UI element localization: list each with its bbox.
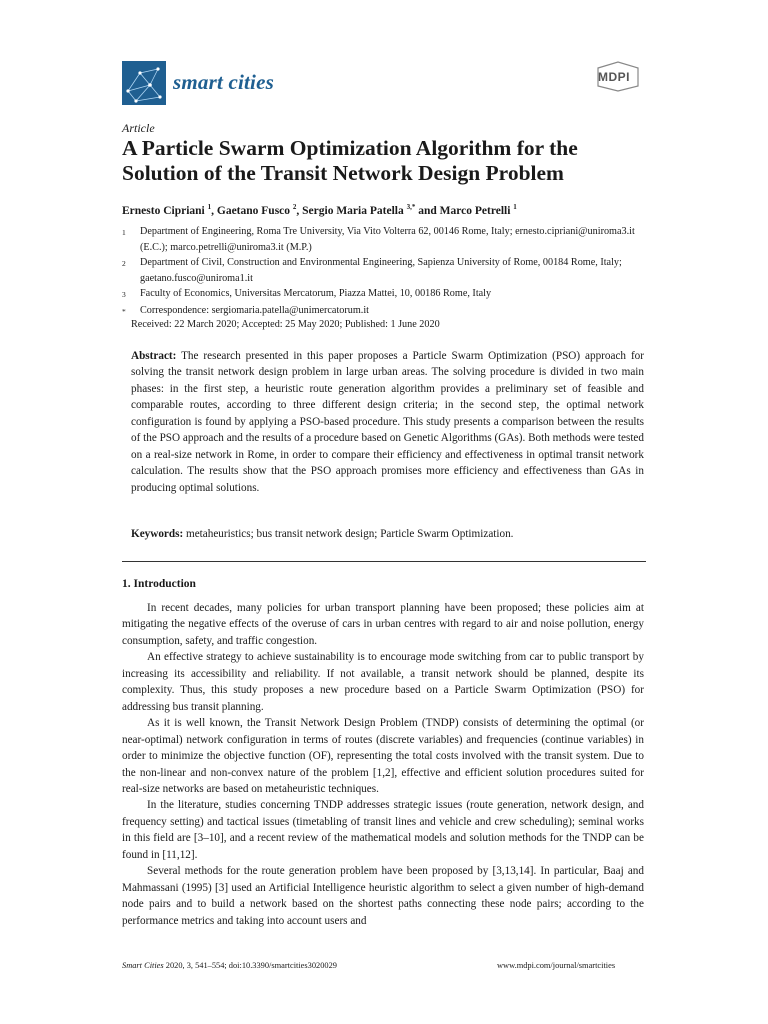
footer-citation (122, 961, 337, 970)
body-paragraph: Several methods for the route generation problem have been proposed by [3,13,14]. In particular, Baaj and Mahmassani (1995) [3] used an Artificial Intelligence heuristic algorithm to select a given number of high-demand node pairs and to build a network based on the shortest paths connecting these node pairs; according to the performance metrics and taking into account users and (122, 865, 644, 927)
author-affil-mark: 3,* (406, 203, 416, 211)
keywords-label: Keywords: (131, 528, 184, 540)
affiliation-item (122, 224, 642, 255)
affiliation-item (122, 303, 642, 320)
author-list (122, 203, 517, 217)
section-divider (122, 561, 646, 562)
footer-url: www.mdpi.com/journal/smartcities (497, 961, 616, 970)
affiliation-item (122, 286, 642, 303)
affiliation-text: Department of Civil, Construction and Environmental Engineering, Sapienza University of Rome, 00184 Rome, Italy; gaetano.fusco@uniroma1.it (140, 257, 622, 284)
affiliation-mark: * (122, 306, 126, 316)
affiliation-mark: 3 (122, 290, 126, 300)
affiliation-item (122, 255, 642, 286)
body-paragraph: In recent decades, many policies for urban transport planning have been proposed; these policies aim at mitigating the negative effects of the overuse of cars in urban centres with regard to air and noise pollution, energy consumption, safety, and traffic congestion. (122, 602, 644, 647)
affiliation-mark: 1 (122, 228, 126, 237)
author-separator: and (415, 204, 440, 217)
author-name: Sergio Maria Patella (302, 204, 404, 217)
author-affil-mark: 1 (207, 203, 212, 211)
author-name: Gaetano Fusco (216, 204, 291, 217)
keywords-text: metaheuristics; bus transit network design; Particle Swarm Optimization. (186, 528, 514, 540)
author-separator: , (211, 204, 217, 217)
affiliation-mark: 2 (122, 259, 126, 269)
keywords (131, 528, 644, 540)
affiliation-text: Correspondence: sergiomaria.patella@unimercatorum.it (140, 304, 369, 316)
article-type: Article (122, 121, 155, 135)
author-affil-mark: 1 (513, 203, 517, 211)
author-name: Marco Petrelli (439, 204, 511, 217)
author-affil-mark: 2 (292, 203, 297, 211)
publisher-name: MDPI (598, 70, 630, 84)
paper-title: A Particle Swarm Optimization Algorithm for the Solution of the Transit Network Design Problem (122, 136, 578, 185)
footer-citation-text: 2020, 3, 541–554; doi:10.3390/smartcities3020029 (163, 961, 337, 970)
author-name: Ernesto Cipriani (122, 204, 205, 217)
section-heading: 1. Introduction (122, 578, 196, 590)
affiliation-list (122, 224, 642, 320)
body-paragraph: An effective strategy to achieve sustainability is to encourage mode switching from car to public transport by increasing its accessibility and reliability. If not available, a transit network should be planned, despite its complexity. Thus, this study proposes a new procedure based on a Particle Swarm Optimization (PSO) for addressing bus transit planning. (122, 651, 644, 713)
journal-name: smart cities (173, 70, 274, 94)
affiliation-text: Department of Engineering, Roma Tre University, Via Vito Volterra 62, 00146 Rome, Italy; ernesto.cipriani@uniroma3.it (E.C.); marco.petrelli@uniroma3.it (M.P.) (140, 226, 635, 253)
author-separator: , (296, 204, 303, 217)
body-paragraph: As it is well known, the Transit Network Design Problem (TNDP) consists of determining the optimal (or near-optimal) network configuration in terms of routes (discrete variables) and frequencies (continue variables) in order to minimize the objective function (OF), representing the total costs involved with the transit system. Due to the non-linear and non-convex nature of the problem [1,2], effective and efficient solution procedures suited for real-size networks are based on metaheuristic techniques. (122, 717, 644, 795)
journal-logo (122, 61, 166, 105)
abstract-label: Abstract: (131, 350, 177, 362)
body-paragraph: In the literature, studies concerning TNDP addresses strategic issues (route generation, network design, and frequency setting) and tactical issues (timetabling of transit lines and vehicle and crew scheduling); seminal works in this field are [3–10], and a recent review of the mathematical models and solution methods for the TNDP can be found in [11,12]. (122, 799, 644, 861)
abstract (131, 348, 644, 496)
abstract-text: The research presented in this paper proposes a Particle Swarm Optimization (PSO) approach for solving the transit network design problem in large urban areas. The solving procedure is divided in two main phases: in the first step, a heuristic route generation algorithm provides a preliminary set of feasible and comparable routes, according to three different design criteria; in the second step, the optimal network configuration is found by applying a PSO-based procedure. This study presents a comparison between the results of the PSO approach and the results of a procedure based on Genetic Algorithms (GAs). Both methods were tested on a real-size network in Rome, in order to compare their efficiency and effectiveness in optimal transit network calculation. The results show that the PSO approach promises more efficiency and effectiveness than GAs in producing optimal solutions. (131, 350, 644, 494)
footer-journal: Smart Cities (122, 961, 164, 970)
publication-dates: Received: 22 March 2020; Accepted: 25 May 2020; Published: 1 June 2020 (131, 319, 440, 330)
affiliation-text: Faculty of Economics, Universitas Mercatorum, Piazza Mattei, 10, 00186 Rome, Italy (140, 288, 492, 300)
body-text (122, 600, 644, 929)
network-graph-icon (122, 61, 166, 105)
